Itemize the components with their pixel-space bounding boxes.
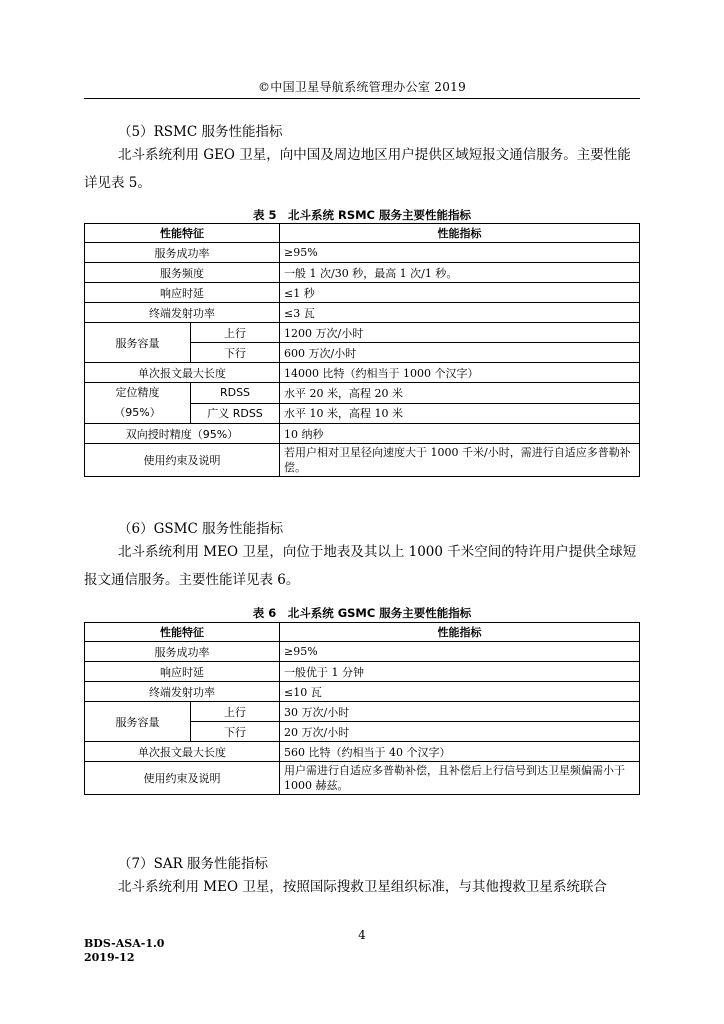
table-5-caption: 表 5 北斗系统 RSMC 服务主要性能指标 xyxy=(252,208,472,222)
page-header: ©中国卫星导航系统管理办公室 2019 xyxy=(257,80,467,94)
sub-feature-cell: 广义 RDSS xyxy=(191,403,280,424)
table-row xyxy=(85,682,640,702)
table-row xyxy=(85,363,640,383)
feature-cell: 服务容量 xyxy=(85,702,191,742)
table-row xyxy=(85,424,640,444)
feature-cell: 响应时延 xyxy=(85,662,280,682)
feature-line-1: 定位精度 xyxy=(115,386,160,399)
metric-cell: ≥95% xyxy=(280,243,640,263)
feature-cell: 服务成功率 xyxy=(85,243,280,263)
metric-cell: 一般优于 1 分钟 xyxy=(280,662,640,682)
table-row xyxy=(85,762,640,795)
metric-cell: 560 比特（约相当于 40 个汉字） xyxy=(280,742,640,762)
document-id xyxy=(84,937,164,965)
feature-cell: 使用约束及说明 xyxy=(85,762,280,795)
sub-feature-cell: 下行 xyxy=(191,722,280,742)
feature-cell: 终端发射功率 xyxy=(85,303,280,323)
table-6 xyxy=(84,622,640,795)
table-row xyxy=(85,323,640,343)
table-header-row xyxy=(85,224,640,243)
metric-cell: 14000 比特（约相当于 1000 个汉字） xyxy=(280,363,640,383)
page-number: 4 xyxy=(358,928,366,942)
table-row xyxy=(85,263,640,283)
table-row xyxy=(85,444,640,477)
document-date: 2019-12 xyxy=(84,951,135,964)
table-row xyxy=(85,702,640,722)
table-row xyxy=(85,662,640,682)
metric-cell: 30 万次/小时 xyxy=(280,702,640,722)
section-5-paragraph: 北斗系统利用 GEO 卫星，向中国及周边地区用户提供区域短报文通信服务。主要性能详见表 5。 xyxy=(84,147,631,191)
feature-cell: 单次报文最大长度 xyxy=(85,742,280,762)
metric-cell: 若用户相对卫星径向速度大于 1000 千米/小时，需进行自适应多普勒补偿。 xyxy=(280,444,640,477)
feature-cell: 终端发射功率 xyxy=(85,682,280,702)
table-row xyxy=(85,642,640,662)
metric-cell: 水平 20 米，高程 20 米 xyxy=(280,383,640,404)
feature-cell: 响应时延 xyxy=(85,283,280,303)
metric-cell: 600 万次/小时 xyxy=(280,343,640,363)
feature-line-2: （95%） xyxy=(114,406,161,419)
feature-cell: 服务容量 xyxy=(85,323,191,363)
metric-cell: ≤3 瓦 xyxy=(280,303,640,323)
metric-cell: 20 万次/小时 xyxy=(280,722,640,742)
table-6-caption: 表 6 北斗系统 GSMC 服务主要性能指标 xyxy=(252,606,472,620)
table-row xyxy=(85,303,640,323)
sub-feature-cell: 上行 xyxy=(191,323,280,343)
table-5 xyxy=(84,223,640,477)
metric-cell: 1200 万次/小时 xyxy=(280,323,640,343)
feature-cell: 使用约束及说明 xyxy=(85,444,280,477)
section-5-heading: （5）RSMC 服务性能指标 xyxy=(118,124,283,140)
metric-cell: ≤10 瓦 xyxy=(280,682,640,702)
metric-cell: ≥95% xyxy=(280,642,640,662)
header-cell-metric: 性能指标 xyxy=(280,224,640,243)
section-7-paragraph: 北斗系统利用 MEO 卫星，按照国际搜救卫星组织标准，与其他搜救卫星系统联合 xyxy=(118,879,607,895)
sub-feature-cell: 下行 xyxy=(191,343,280,363)
section-7-heading: （7）SAR 服务性能指标 xyxy=(118,856,269,872)
header-cell-feature: 性能特征 xyxy=(85,623,280,642)
feature-cell: 双向授时精度（95%） xyxy=(85,424,280,444)
metric-cell: 用户需进行自适应多普勒补偿，且补偿后上行信号到达卫星频偏需小于 1000 赫兹。 xyxy=(280,762,640,795)
sub-feature-cell: RDSS xyxy=(191,383,280,404)
table-row xyxy=(85,283,640,303)
table-row xyxy=(85,742,640,762)
table-row xyxy=(85,383,640,404)
feature-cell: 服务成功率 xyxy=(85,642,280,662)
header-rule xyxy=(84,98,640,99)
metric-cell: ≤1 秒 xyxy=(280,283,640,303)
section-6-heading: （6）GSMC 服务性能指标 xyxy=(118,521,284,537)
section-6-paragraph: 北斗系统利用 MEO 卫星，向位于地表及其以上 1000 千米空间的特许用户提供全球短报文通信服务。主要性能详见表 6。 xyxy=(84,544,637,588)
feature-cell: 单次报文最大长度 xyxy=(85,363,280,383)
table-header-row xyxy=(85,623,640,642)
feature-cell: 服务频度 xyxy=(85,263,280,283)
feature-cell xyxy=(85,383,191,424)
header-cell-feature: 性能特征 xyxy=(85,224,280,243)
header-cell-metric: 性能指标 xyxy=(280,623,640,642)
metric-cell: 水平 10 米，高程 10 米 xyxy=(280,403,640,424)
table-row xyxy=(85,243,640,263)
metric-cell: 一般 1 次/30 秒，最高 1 次/1 秒。 xyxy=(280,263,640,283)
document-code: BDS-ASA-1.0 xyxy=(84,937,165,950)
metric-cell: 10 纳秒 xyxy=(280,424,640,444)
sub-feature-cell: 上行 xyxy=(191,702,280,722)
